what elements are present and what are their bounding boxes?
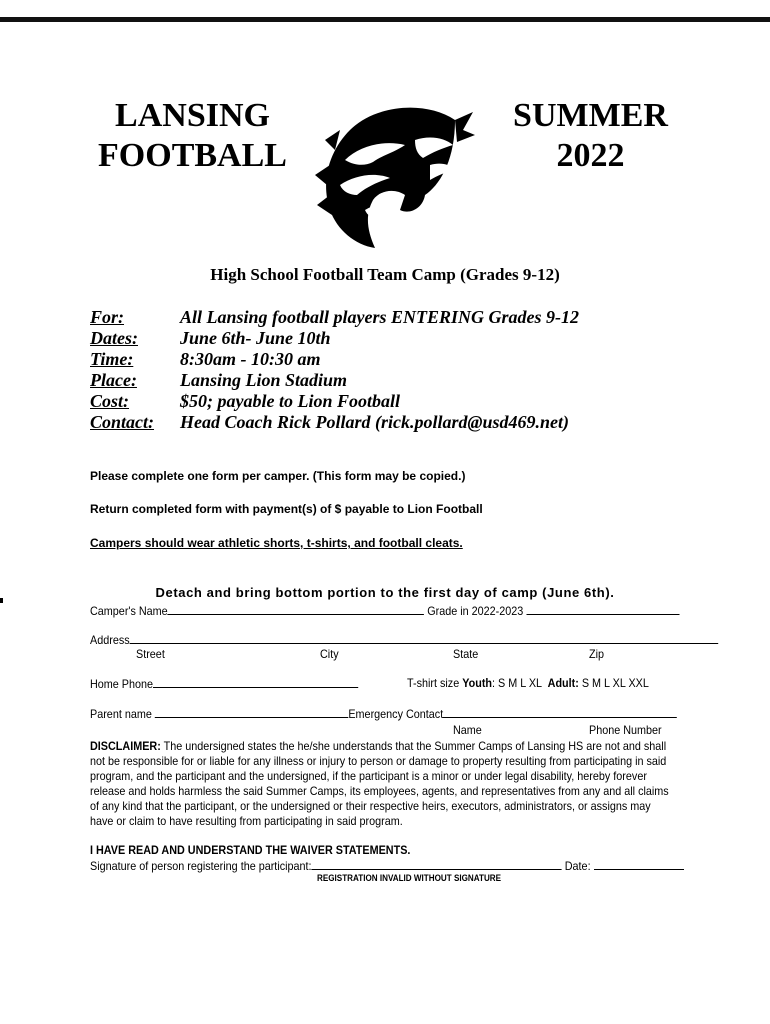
parent-name-label: Parent name (90, 707, 152, 721)
detail-value-place: Lansing Lion Stadium (180, 370, 348, 390)
detail-value-for: All Lansing football players ENTERING Grades 9-12 (180, 307, 580, 327)
detail-row (90, 307, 579, 328)
detail-label-for: For: (90, 307, 125, 327)
street-caption: Street (136, 647, 165, 661)
address-field[interactable] (130, 632, 719, 644)
adult-sizes[interactable]: S M L XL XXL (578, 676, 649, 690)
home-phone-label: Home Phone (90, 677, 154, 691)
date-field[interactable] (594, 858, 684, 870)
zip-caption: Zip (589, 647, 605, 661)
emergency-contact-field[interactable] (443, 706, 677, 718)
city-caption: City (320, 647, 339, 661)
date-label: Date: (564, 859, 591, 873)
disclaimer (90, 739, 675, 829)
waiver-statement: I HAVE READ AND UNDERSTAND THE WAIVER STATEMENTS. (90, 843, 411, 857)
grade-field[interactable] (526, 603, 679, 615)
detail-value-dates: June 6th- June 10th (180, 328, 331, 348)
detail-label-contact: Contact: (90, 412, 155, 432)
return-form-note: Return completed form with payment(s) of $ payable to Lion Football (90, 502, 483, 516)
title-summer: SUMMER (513, 97, 668, 134)
detail-value-contact: Head Coach Rick Pollard (rick.pollard@usd469.net) (180, 412, 569, 432)
home-phone-line (90, 676, 358, 691)
tshirt-size-line (407, 676, 649, 690)
detail-row (90, 349, 579, 370)
detail-row (90, 412, 579, 433)
detach-instruction: Detach and bring bottom portion to the first day of camp (June 6th). (155, 585, 615, 600)
tshirt-label: T-shirt size (407, 676, 460, 690)
address-line (90, 632, 718, 647)
detail-label-cost: Cost: (90, 391, 130, 411)
registration-invalid-note: REGISTRATION INVALID WITHOUT SIGNATURE (317, 873, 502, 883)
emergency-contact-label: Emergency Contact (348, 707, 444, 721)
signature-label: Signature of person registering the participant: (90, 859, 312, 873)
camper-name-field[interactable] (168, 603, 425, 615)
home-phone-field[interactable] (153, 676, 358, 688)
parent-line (90, 706, 677, 721)
top-border (0, 17, 770, 22)
camp-subtitle: High School Football Team Camp (Grades 9-12) (210, 265, 560, 284)
address-label: Address (90, 633, 130, 647)
title-lansing: LANSING (115, 97, 270, 134)
signature-field[interactable] (312, 858, 562, 870)
one-form-note: Please complete one form per camper. (This form may be copied.) (90, 469, 466, 483)
detail-label-dates: Dates: (90, 328, 138, 348)
lion-head-icon (305, 100, 475, 250)
signature-line (90, 858, 684, 873)
parent-name-field[interactable] (155, 706, 348, 718)
camper-name-line (90, 603, 679, 618)
adult-label: Adult: (547, 676, 579, 690)
detail-value-cost: $50; payable to Lion Football (180, 391, 400, 411)
title-football: FOOTBALL (98, 137, 287, 174)
phone-number-caption: Phone Number (589, 723, 662, 737)
detail-row (90, 370, 579, 391)
title-left (80, 96, 305, 176)
disclaimer-label: DISCLAIMER: (90, 739, 161, 753)
youth-label: Youth (462, 676, 493, 690)
state-caption: State (453, 647, 479, 661)
camper-name-label: Camper's Name (90, 604, 168, 618)
name-caption: Name (453, 723, 482, 737)
detail-label-place: Place: (90, 370, 137, 390)
camp-details (90, 307, 579, 433)
attire-note: Campers should wear athletic shorts, t-shirts, and football cleats. (90, 536, 463, 550)
title-year: 2022 (556, 137, 625, 174)
disclaimer-text: The undersigned states the he/she understands that the Summer Camps of Lansing HS are not and shall not be responsible for or liable for any illness or injury to person or damage to property resulting from participating in said program, and the participant and the undersigned, if the participant is a minor or under legal disability, hereby forever release and holds harmless the said Summer Camps, its employees, agents, and representatives from any and all claims of any kind that the participant, or the undersigned or their respective heirs, executors, administrators, or assigns may have or claim to have resulting from participating in said program. (90, 739, 669, 828)
detail-row (90, 328, 579, 349)
detail-row (90, 391, 579, 412)
title-right (478, 96, 703, 176)
grade-label: Grade in 2022-2023 (427, 604, 524, 618)
detail-value-time: 8:30am - 10:30 am (180, 349, 321, 369)
detail-label-time: Time: (90, 349, 134, 369)
youth-sizes[interactable]: : S M L XL (492, 676, 542, 690)
